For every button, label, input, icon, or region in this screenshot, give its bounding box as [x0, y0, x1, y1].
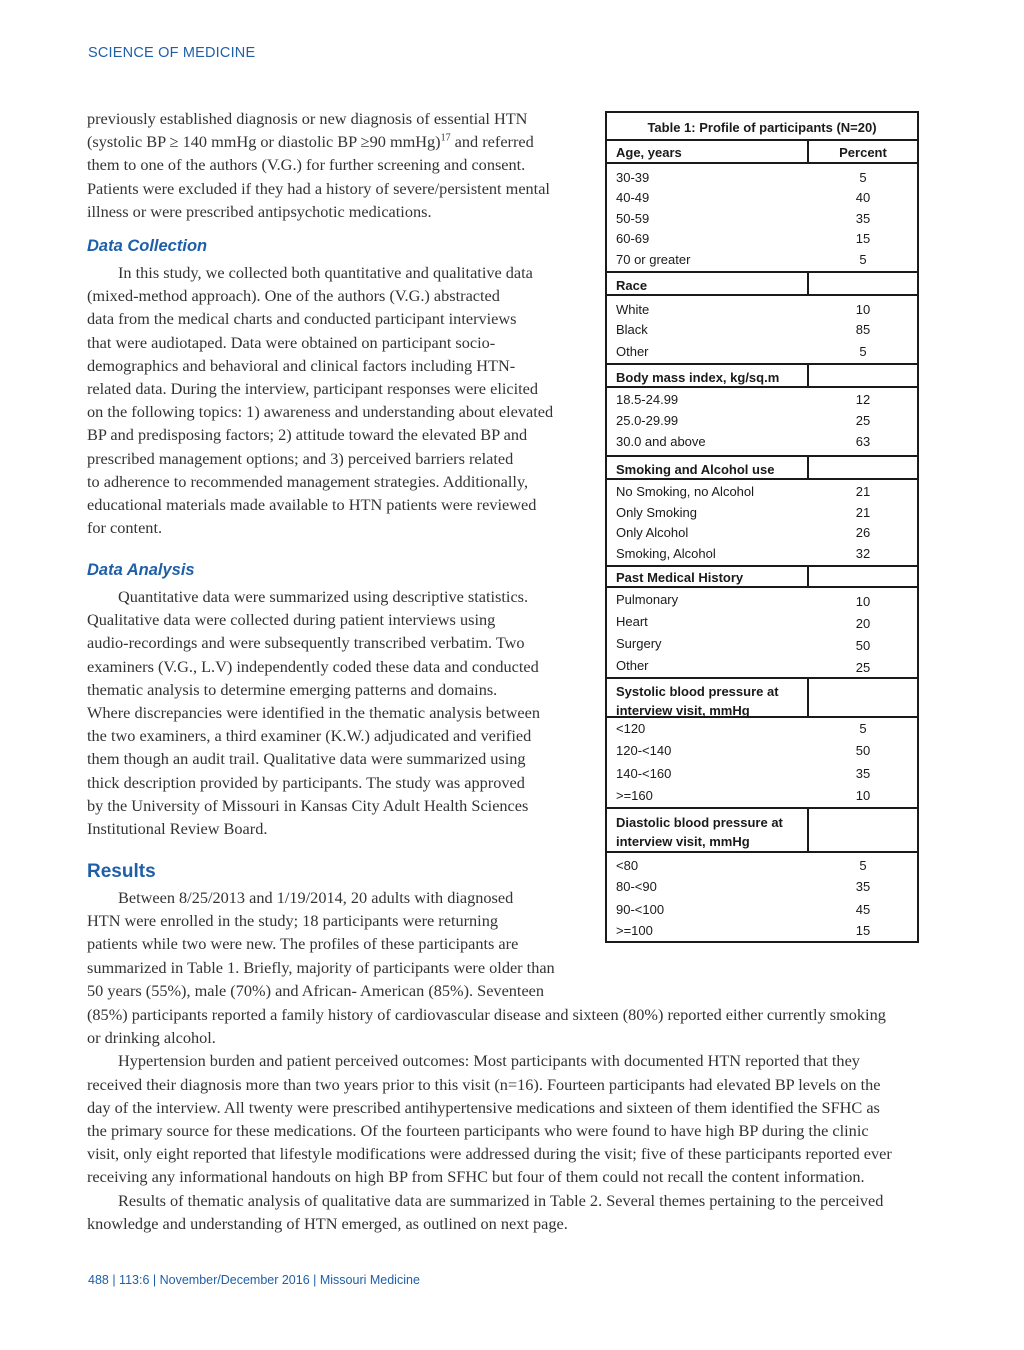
table-row [607, 923, 917, 941]
row-value: 26 [855, 525, 871, 540]
text-line: them though an audit trail. Qualitative data were summarized using [87, 749, 526, 769]
page-footer: 488 | 113:6 | November/December 2016 | Missouri Medicine [88, 1273, 420, 1287]
table-section-header [607, 807, 917, 853]
table-row [607, 322, 917, 340]
row-value: 15 [855, 231, 871, 246]
column-divider [807, 273, 809, 294]
row-label: Other [616, 344, 649, 359]
column-divider [807, 809, 809, 851]
text-line: that were audiotaped. Data were obtained on participant socio- [87, 332, 496, 352]
text-line: thematic analysis to determine emerging patterns and domains. [87, 679, 498, 699]
row-label: 80-<90 [616, 879, 657, 894]
row-value: 50 [855, 743, 871, 758]
text-line: for content. [87, 518, 163, 538]
table-row [607, 505, 917, 523]
text-line: examiners (V.G., L.V) independently coded these data and conducted [87, 656, 539, 676]
row-label: 60-69 [616, 231, 650, 246]
row-label: White [616, 302, 650, 317]
text-line: educational materials made available to HTN patients were reviewed [87, 495, 537, 515]
row-label: 18.5-24.99 [616, 392, 679, 407]
row-value: 15 [855, 923, 871, 938]
table-row [607, 211, 917, 229]
text-line: (mixed-method approach). One of the authors (V.G.) abstracted [87, 286, 500, 306]
text-line: the two examiners, a third examiner (K.W.) adjudicated and verified [87, 726, 532, 746]
table-row [607, 721, 917, 739]
row-value: 5 [859, 858, 867, 873]
row-label: Smoking, Alcohol [616, 546, 716, 561]
table-row [607, 902, 917, 920]
row-value: 35 [855, 766, 871, 781]
row-value: 10 [855, 594, 871, 609]
table-section-header [607, 363, 917, 388]
row-value: 35 [855, 879, 871, 894]
column-divider [807, 679, 809, 716]
text-line: Where discrepancies were identified in the thematic analysis between [87, 703, 540, 723]
text-line: patients while two were new. The profiles of these participants are [87, 934, 519, 954]
text-line: Results of thematic analysis of qualitative data are summarized in Table 2. Several themes pertaining to the perceived [118, 1190, 884, 1210]
row-label: <120 [616, 721, 646, 736]
table-row [607, 170, 917, 188]
row-label: 40-49 [616, 190, 650, 205]
row-label: 90-<100 [616, 902, 665, 917]
row-label: Other [616, 658, 649, 673]
section-label: Past Medical History [616, 570, 744, 585]
row-value: 20 [855, 616, 871, 631]
text-line: Hypertension burden and patient perceived outcomes: Most participants with documented HTN reported that they [118, 1051, 860, 1071]
row-value: 10 [855, 302, 871, 317]
intro-paragraph [87, 107, 572, 223]
data-analysis-heading: Data Analysis [87, 561, 195, 579]
text-line: or drinking alcohol. [87, 1028, 216, 1048]
table-row [607, 614, 917, 632]
results-paragraph-continued [87, 1003, 922, 1235]
row-value: 21 [855, 484, 871, 499]
row-value: 85 [855, 322, 871, 337]
row-label: 50-59 [616, 211, 650, 226]
row-label: Surgery [616, 636, 662, 651]
table-section-header [607, 139, 917, 164]
percent-column-header: Percent [839, 145, 887, 160]
text-line: the primary source for these medications. Of the fourteen participants who were found to have high BP during the clinic [87, 1121, 869, 1141]
row-value: 35 [855, 211, 871, 226]
row-label: Only Alcohol [616, 525, 689, 540]
table-row [607, 743, 917, 761]
text-line: Qualitative data were collected during patient interviews using [87, 610, 496, 630]
text-line: thick description provided by participants. The study was approved [87, 772, 525, 792]
table-row [607, 302, 917, 320]
row-value: 25 [855, 413, 871, 428]
row-value: 5 [859, 170, 867, 185]
text-line: (systolic BP ≥ 140 mmHg or diastolic BP ≥90 mmHg)$^{17}$ and referred [87, 132, 534, 152]
table-row [607, 434, 917, 452]
table-row [607, 766, 917, 784]
text-line: demographics and behavioral and clinical factors including HTN- [87, 355, 516, 375]
table-row [607, 636, 917, 654]
section-label: Age, years [616, 145, 682, 160]
text-line: Patients were excluded if they had a history of severe/persistent mental [87, 178, 550, 198]
table-row [607, 658, 917, 676]
text-line: In this study, we collected both quantitative and qualitative data [118, 263, 533, 282]
text-line: by the University of Missouri in Kansas City Adult Health Sciences [87, 795, 529, 815]
section-label: Race [616, 278, 648, 293]
table-row [607, 525, 917, 543]
row-label: 25.0-29.99 [616, 413, 679, 428]
row-label: >=100 [616, 923, 653, 938]
table-row [607, 392, 917, 410]
section-label: Body mass index, kg/sq.m [616, 370, 780, 385]
text-line: audio-recordings and were subsequently transcribed verbatim. Two [87, 633, 525, 653]
text-line: receiving any informational handouts on high BP from SFHC but four of them could not recall the content information. [87, 1167, 865, 1187]
data-analysis-paragraph [87, 585, 567, 840]
column-divider [807, 457, 809, 478]
row-value: 10 [855, 788, 871, 803]
text-line: related data. During the interview, participant responses were elicited [87, 379, 539, 399]
table-row [607, 190, 917, 208]
text-line: previously established diagnosis or new diagnosis of essential HTN [87, 109, 528, 128]
row-label: 120-<140 [616, 743, 672, 758]
text-line: summarized in Table 1. Briefly, majority of participants were older than [87, 957, 555, 977]
row-label: Heart [616, 614, 648, 629]
row-value: 32 [855, 546, 871, 561]
section-label: Diastolic blood pressure at interview visit, mmHg [616, 815, 783, 849]
table-row [607, 546, 917, 564]
table-section-header [607, 677, 917, 718]
table-section-header [607, 455, 917, 480]
text-line: on the following topics: 1) awareness and understanding about elevated [87, 402, 554, 422]
section-label: Smoking and Alcohol use [616, 462, 775, 477]
text-line: BP and predisposing factors; 2) attitude toward the elevated BP and [87, 425, 528, 445]
participant-profile-table [605, 111, 919, 943]
row-value: 45 [855, 902, 871, 917]
row-value: 5 [859, 252, 867, 267]
column-divider [807, 567, 809, 586]
row-value: 50 [855, 638, 871, 653]
text-line: visit, only eight reported that lifestyle modifications were addressed during the visit; five of these participants reported ever [87, 1144, 892, 1164]
row-value: 40 [855, 190, 871, 205]
text-line: 50 years (55%), male (70%) and African- American (85%). Seventeen [87, 980, 545, 1000]
row-value: 63 [855, 434, 871, 449]
reference-superscript: 17 [440, 132, 451, 144]
table-row [607, 788, 917, 806]
text-line: data from the medical charts and conducted participant interviews [87, 309, 517, 329]
table-row [607, 879, 917, 897]
column-divider [807, 365, 809, 386]
text-line: day of the interview. All twenty were prescribed antihypertensive medications and sixteen of them identified the SFHC as [87, 1097, 880, 1117]
table-row [607, 484, 917, 502]
row-label: Black [616, 322, 648, 337]
row-label: 140-<160 [616, 766, 672, 781]
row-value: 5 [859, 721, 867, 736]
row-label: 30.0 and above [616, 434, 706, 449]
section-header: SCIENCE OF MEDICINE [88, 45, 256, 61]
row-label: <80 [616, 858, 639, 873]
text-line: received their diagnosis more than two years prior to this visit (n=16). Fourteen participants had elevated BP levels on the [87, 1074, 881, 1094]
row-label: No Smoking, no Alcohol [616, 484, 755, 499]
section-label: Systolic blood pressure at interview visit, mmHg [616, 684, 779, 718]
row-value: 12 [855, 392, 871, 407]
text-line: them to one of the authors (V.G.) for further screening and consent. [87, 155, 526, 175]
table-row [607, 413, 917, 431]
text-line: to adherence to recommended management strategies. Additionally, [87, 471, 529, 491]
results-paragraph [87, 886, 572, 1002]
table-row [607, 231, 917, 249]
row-value: 21 [855, 505, 871, 520]
table-row [607, 252, 917, 270]
text-line: (85%) participants reported a family history of cardiovascular disease and sixteen (80%) reported either currently smoking [87, 1005, 886, 1024]
row-value: 25 [855, 660, 871, 675]
row-label: >=160 [616, 788, 653, 803]
table-section-header [607, 565, 917, 588]
table-caption: Table 1: Profile of participants (N=20) [647, 120, 877, 135]
table-row [607, 344, 917, 362]
table-section-header [607, 271, 917, 296]
data-collection-heading: Data Collection [87, 237, 208, 255]
row-label: Only Smoking [616, 505, 697, 520]
text-line: Quantitative data were summarized using descriptive statistics. [118, 587, 529, 606]
results-heading: Results [87, 861, 156, 882]
text-line: HTN were enrolled in the study; 18 participants were returning [87, 911, 498, 931]
text-line: prescribed management options; and 3) perceived barriers related [87, 448, 514, 468]
text-line: illness or were prescribed antipsychotic medications. [87, 201, 432, 221]
text-line: knowledge and understanding of HTN emerged, as outlined on next page. [87, 1213, 568, 1233]
row-label: 30-39 [616, 170, 650, 185]
text-line: Between 8/25/2013 and 1/19/2014, 20 adults with diagnosed [118, 888, 514, 907]
text-line: Institutional Review Board. [87, 819, 268, 839]
table-row [607, 858, 917, 876]
row-label: Pulmonary [616, 592, 679, 607]
data-collection-paragraph [87, 261, 577, 539]
table-row [607, 592, 917, 610]
row-label: 70 or greater [616, 252, 691, 267]
row-value: 5 [859, 344, 867, 359]
